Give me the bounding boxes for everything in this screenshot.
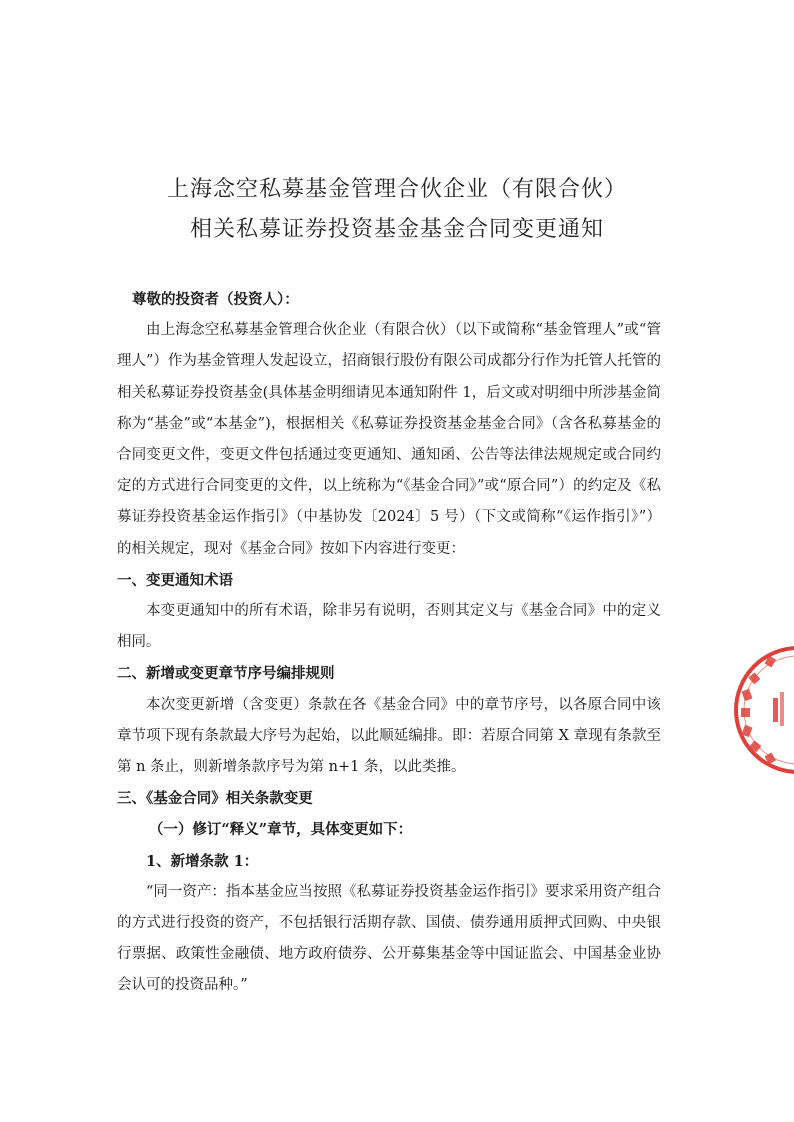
intro-paragraph: 由上海念空私募基金管理合伙企业（有限合伙）（以下或简称“基金管理人”或“管理人”）作为基金管理人发起设立，招商银行股份有限公司成都分行作为托管人托管的相关私募证券投资基金(具体基金明细请见本通知附件 1，后文或对明细中所涉基金简称为“基金”或“本基金”)，根据相关《私募证券投资基金基金合同》（含各私募基金的合同变更文件，变更文件包括通过变更通知、通知函、公告等法律法规规定或合同约定的方式进行合同变更的文件，以上统称为“《基金合同》”或“原合同”）的约定及《私募证券投资基金运作指引》（中基协发〔2024〕5 号）（下文或简称“《运作指引》”）的相关规定，现对《基金合同》按如下内容进行变更： xyxy=(117,322,661,557)
section-2-heading: 二、新增或变更章节序号编排规则 xyxy=(117,665,335,683)
section-1-text: 本变更通知中的所有术语，除非另有说明，否则其定义与《基金合同》中的定义相同。 xyxy=(117,603,661,651)
company-seal-icon xyxy=(728,640,794,780)
section-3-sub-heading: （一）修订“释义”章节，具体变更如下： xyxy=(148,821,413,839)
section-3-item-heading: 1、新增条款 1： xyxy=(146,852,259,870)
document-title-line-2: 相关私募证券投资基金基金合同变更通知 xyxy=(189,217,604,242)
greeting: 尊敬的投资者（投资人）： xyxy=(132,291,299,308)
document-title-line-1: 上海念空私募基金管理合伙企业（有限合伙） xyxy=(166,177,627,202)
document-body xyxy=(117,284,661,1002)
section-3-heading: 三、《基金合同》相关条款变更 xyxy=(117,790,313,808)
section-2-text: 本次变更新增（含变更）条款在各《基金合同》中的章节序号，以各原合同中该章节项下现有条款最大序号为起始，以此顺延编排。即：若原合同第 X 章现有条款至第 n 条止，则新增条款序号为第 n+1 条，以此类推。 xyxy=(117,696,661,776)
section-1-heading: 一、变更通知术语 xyxy=(117,571,233,589)
section-3-item-text: “同一资产：指本基金应当按照《私募证券投资基金运作指引》要求采用资产组合的方式进行投资的资产，不包括银行活期存款、国债、债券通用质押式回购、中央银行票据、政策性金融债、地方政府债券、公开募集基金等中国证监会、中国基金业协会认可的投资品种。” xyxy=(117,883,661,994)
